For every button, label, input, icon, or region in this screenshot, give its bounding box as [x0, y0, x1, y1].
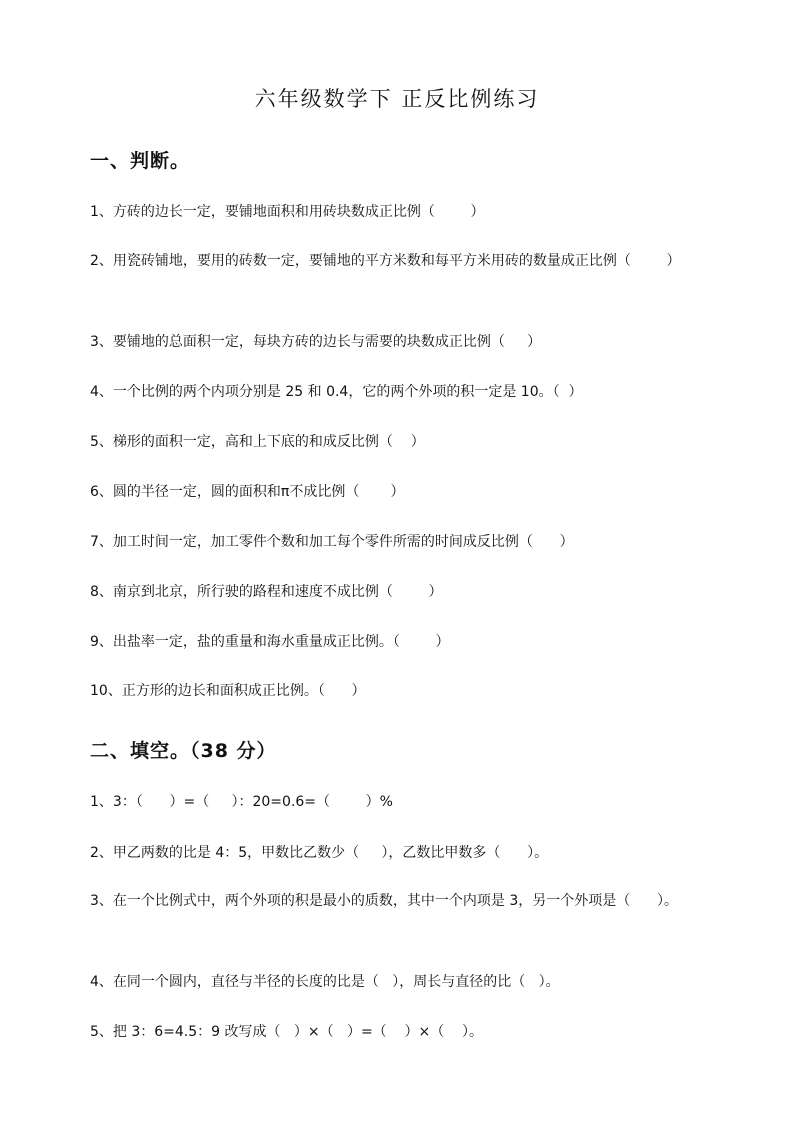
fill-item-2: 2、甲乙两数的比是 4：5，甲数比乙数少（ ），乙数比甲数多（ ）。: [90, 845, 549, 861]
section-heading-judgment: 一、判断。: [90, 150, 191, 172]
page-title: 六年级数学下 正反比例练习: [254, 87, 540, 111]
fill-item-1: 1、3：（ ）=（ ）：20=0.6=（ ）%: [90, 794, 393, 810]
judgment-item-8: 8、南京到北京，所行驶的路程和速度不成比例（ ）: [90, 584, 443, 600]
judgment-item-4: 4、一个比例的两个内项分别是 25 和 0.4，它的两个外项的积一定是 10。（ ）: [90, 384, 583, 400]
judgment-item-10: 10、正方形的边长和面积成正比例。（ ）: [90, 683, 366, 699]
judgment-item-2: 2、用瓷砖铺地，要用的砖数一定，要铺地的平方米数和每平方米用砖的数量成正比例（ ）: [90, 253, 681, 269]
judgment-item-9: 9、出盐率一定，盐的重量和海水重量成正比例。（ ）: [90, 634, 450, 650]
judgment-item-3: 3、要铺地的总面积一定，每块方砖的边长与需要的块数成正比例（ ）: [90, 334, 542, 350]
section-heading-fill-blank: 二、填空。（38 分）: [90, 740, 277, 762]
fill-item-5: 5、把 3：6=4.5：9 改写成（ ）×（ ）=（ ）×（ ）。: [90, 1024, 484, 1040]
fill-item-3: 3、在一个比例式中，两个外项的积是最小的质数，其中一个内项是 3，另一个外项是（ ）。: [90, 893, 678, 909]
judgment-item-1: 1、方砖的边长一定，要铺地面积和用砖块数成正比例（ ）: [90, 204, 485, 220]
judgment-item-6: 6、圆的半径一定，圆的面积和π不成比例（ ）: [90, 484, 405, 500]
judgment-item-5: 5、梯形的面积一定，高和上下底的和成反比例（ ）: [90, 434, 425, 450]
judgment-item-7: 7、加工时间一定，加工零件个数和加工每个零件所需的时间成反比例（ ）: [90, 534, 574, 550]
fill-item-4: 4、在同一个圆内，直径与半径的长度的比是（ ），周长与直径的比（ ）。: [90, 974, 560, 990]
